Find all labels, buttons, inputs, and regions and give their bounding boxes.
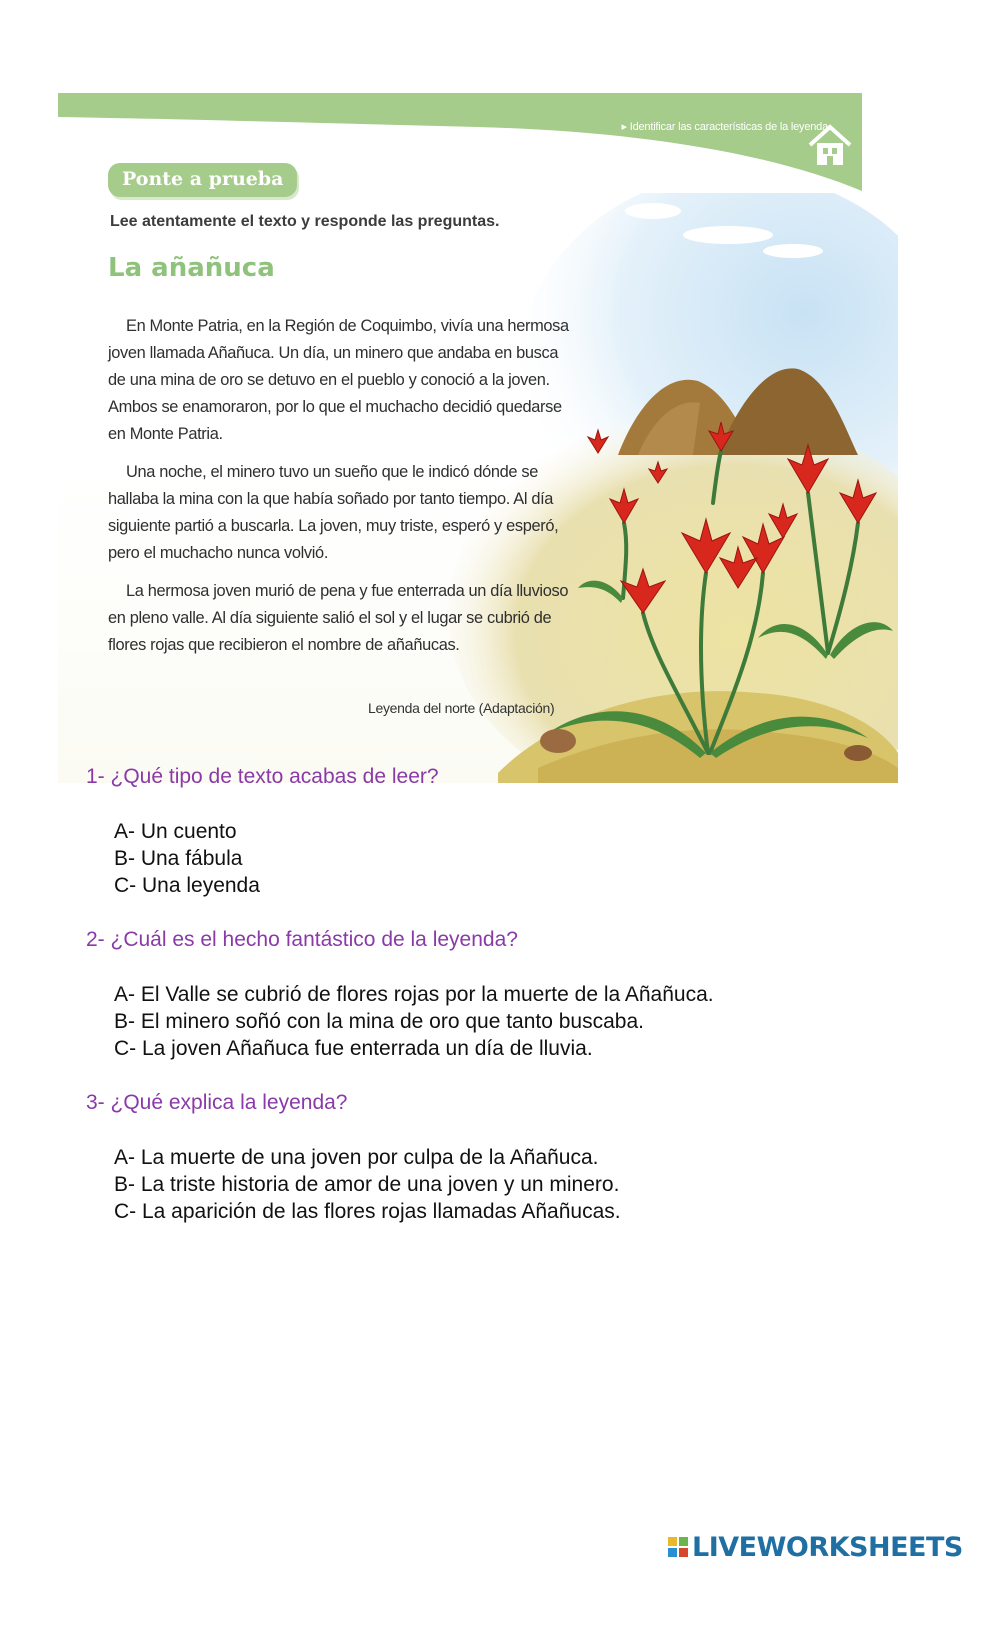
question-1: 1- ¿Qué tipo de texto acabas de leer? — [86, 765, 439, 788]
instruction-text: Lee atentamente el texto y responde las preguntas. — [110, 213, 500, 230]
section-badge: Ponte a prueba — [108, 163, 297, 197]
question-3: 3- ¿Qué explica la leyenda? — [86, 1091, 348, 1114]
house-icon — [806, 123, 854, 167]
question-1-options — [114, 818, 906, 899]
story-paragraph-3: La hermosa joven murió de pena y fue enterrada un día lluvioso en pleno valle. Al día siguiente salió el sol y el lugar se cubrió de flores rojas que recibieron el nombre de añañucas. — [108, 582, 569, 654]
option-2c[interactable]: C- La joven Añañuca fue enterrada un día de lluvia. — [114, 1037, 593, 1060]
liveworksheets-logo[interactable] — [668, 1530, 963, 1564]
questions-section — [86, 763, 906, 1252]
story-title: La añañuca — [108, 253, 275, 283]
option-3c[interactable]: C- La aparición de las flores rojas llamadas Añañucas. — [114, 1200, 621, 1223]
option-1a[interactable]: A- Un cuento — [114, 820, 237, 843]
question-3-options — [114, 1144, 906, 1225]
option-2a[interactable]: A- El Valle se cubrió de flores rojas por la muerte de la Añañuca. — [114, 983, 714, 1006]
option-2b[interactable]: B- El minero soñó con la mina de oro que tanto buscaba. — [114, 1010, 644, 1033]
page-objective: ▸ Identificar las características de la leyenda — [621, 121, 828, 133]
story-text — [108, 313, 578, 670]
story-paragraph-1: En Monte Patria, en la Región de Coquimbo, vivía una hermosa joven llamada Añañuca. Un día, un minero que andaba en busca de una mina de oro se detuvo en el pueblo y conoció a la joven. Ambos se enamoraron, por lo que el muchacho decidió quedarse en Monte Patria. — [108, 317, 569, 443]
option-3a[interactable]: A- La muerte de una joven por culpa de la Añañuca. — [114, 1146, 599, 1169]
option-1b[interactable]: B- Una fábula — [114, 847, 243, 870]
textbook-page — [58, 93, 898, 783]
option-1c[interactable]: C- Una leyenda — [114, 874, 260, 897]
question-2: 2- ¿Cuál es el hecho fantástico de la leyenda? — [86, 928, 518, 951]
story-paragraph-2: Una noche, el minero tuvo un sueño que le indicó dónde se hallaba la mina con la que había soñado por tanto tiempo. Al día siguiente partió a buscarla. La joven, muy triste, esperó y esperó, pero el muchacho nunca volvió. — [108, 463, 559, 562]
logo-grid-icon — [668, 1537, 688, 1557]
story-source: Leyenda del norte (Adaptación) — [368, 700, 555, 716]
question-2-options — [114, 981, 906, 1062]
logo-text: LIVEWORKSHEETS — [692, 1531, 963, 1563]
option-3b[interactable]: B- La triste historia de amor de una joven y un minero. — [114, 1173, 620, 1196]
